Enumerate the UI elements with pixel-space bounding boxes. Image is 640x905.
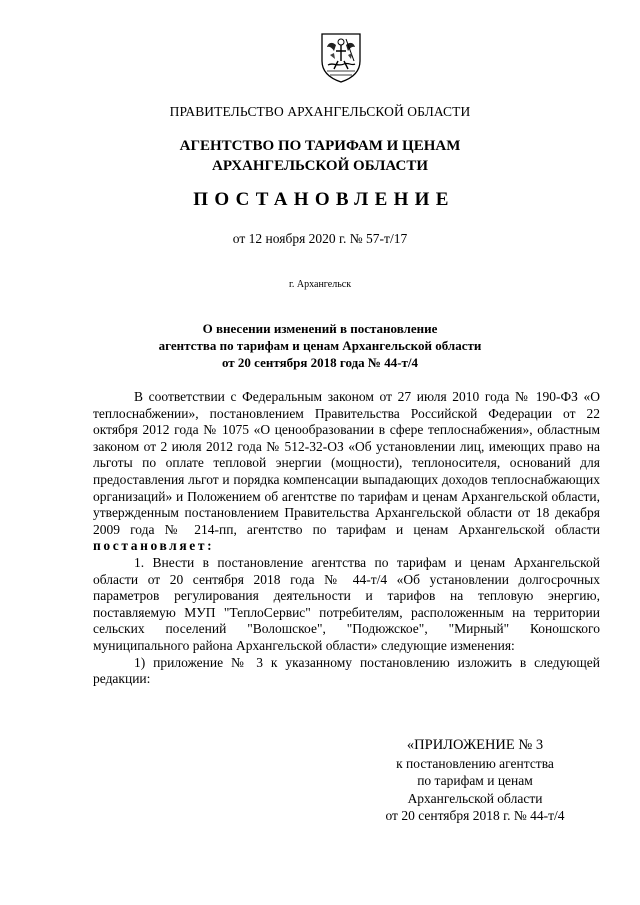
agency-title-line-1: АГЕНТСТВО ПО ТАРИФАМ И ЦЕНАМ (179, 138, 461, 154)
document-subject (0, 320, 640, 371)
appendix-title: «ПРИЛОЖЕНИЕ № 3 (406, 737, 544, 753)
appendix-header (340, 737, 610, 825)
item-1-paragraph: 1. Внести в постановление агентства по тарифам и ценам Архангельской области от 20 сентября 2018 года № 44-т/4 «Об установлении долгосрочных параметров регулирования деятельности и тарифов на тепловую энергию, поставляемую МУП "ТеплоСервис" потребителям, расположенным на территории сельских поселений "Волошское", "Подюжское", "Мирный" Коношского муниципального района Архангельской области» следующие изменения: (93, 554, 600, 653)
item-1-1-paragraph: 1) приложение № 3 к указанному постановлению изложить в следующей редакции: (93, 654, 600, 687)
appendix-line-3: по тарифам и ценам (417, 773, 533, 788)
agency-title (0, 136, 640, 176)
agency-title-line-2: АРХАНГЕЛЬСКОЙ ОБЛАСТИ (212, 158, 428, 174)
appendix-line-5: от 20 сентября 2018 г. № 44-т/4 (385, 808, 565, 823)
date-and-number: от 12 ноября 2020 г. № 57-т/17 (232, 231, 408, 246)
decides-keyword: постановляет: (93, 538, 215, 554)
appendix-line-2: к постановлению агентства (396, 755, 554, 771)
subject-line-2: агентства по тарифам и ценам Архангельской области (158, 338, 482, 353)
preamble-text: В соответствии с Федеральным законом от 27 июля 2010 года № 190-ФЗ «О теплоснабжении», постановлением Правительства Российской Федерации от 22 октября 2012 года № 1075 «О ценообразовании в сфере теплоснабжения», областным законом от 2 июля 2012 года № 512-32-ОЗ «Об установлении лиц, имеющих право на льготы по оплате тепловой энергии (мощности), теплоносителя, оснований для предоставления льгот и порядка компенсации выпадающих доходов теплоснабжающих организаций» и Положением об агентстве по тарифам и ценам Архангельской области, утвержденным постановлением Правительства Архангельской области от 18 декабря 2009 года № 214-пп, агентство по тарифам и ценам Архангельской области (93, 389, 600, 537)
government-title: ПРАВИТЕЛЬСТВО АРХАНГЕЛЬСКОЙ ОБЛАСТИ (169, 104, 471, 119)
document-type-heading: ПОСТАНОВЛЕНИЕ (193, 189, 455, 210)
document-body (93, 389, 600, 688)
subject-line-3: от 20 сентября 2018 года № 44-т/4 (221, 355, 419, 370)
subject-line-1: О внесении изменений в постановление (202, 321, 438, 336)
preamble-paragraph (93, 389, 600, 555)
arkhangelsk-coat-of-arms-icon (318, 31, 364, 83)
city-name: г. Архангельск (288, 279, 352, 290)
appendix-line-4: Архангельской области (407, 790, 543, 806)
